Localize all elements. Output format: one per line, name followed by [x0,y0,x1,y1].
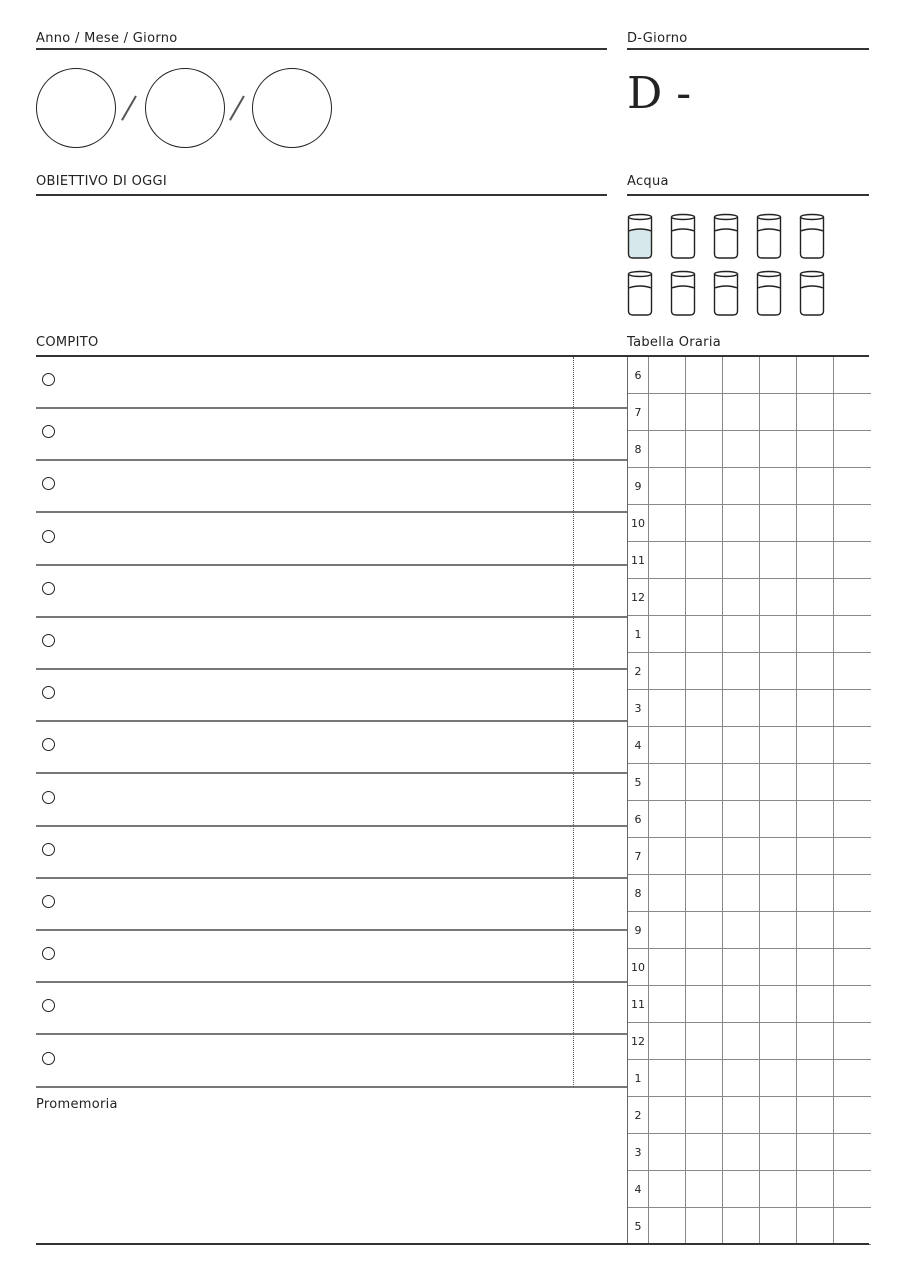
time-slot-cell[interactable] [649,616,686,652]
time-slot-cell[interactable] [797,542,834,578]
time-slot-cell[interactable] [686,357,723,393]
time-slot-cell[interactable] [649,357,686,393]
time-slot-cell[interactable] [649,542,686,578]
time-slot-cell[interactable] [760,949,797,985]
time-slot-cell[interactable] [760,1060,797,1096]
time-slot-cell[interactable] [834,653,871,689]
timetable-row [628,1023,871,1060]
water-glass-icon[interactable] [713,270,739,316]
time-slot-cell[interactable] [686,690,723,726]
timetable-label: Tabella Oraria [627,335,721,350]
time-slot-cell[interactable] [797,838,834,874]
time-slot-cell[interactable] [723,690,760,726]
time-slot-cell[interactable] [760,1171,797,1207]
task-row[interactable] [36,1036,627,1088]
hour-label: 7 [628,394,649,430]
checkbox-circle-icon[interactable] [42,425,55,438]
time-slot-cell[interactable] [649,875,686,911]
time-slot-cell[interactable] [686,764,723,800]
time-slot-cell[interactable] [834,986,871,1022]
time-slot-cell[interactable] [723,394,760,430]
time-slot-cell[interactable] [649,690,686,726]
time-slot-cell[interactable] [723,727,760,763]
time-slot-cell[interactable] [834,912,871,948]
time-slot-cell[interactable] [686,431,723,467]
time-slot-cell[interactable] [686,1134,723,1170]
hour-label: 1 [628,1060,649,1096]
time-slot-cell[interactable] [834,579,871,615]
hour-label: 10 [628,505,649,541]
time-slot-cell[interactable] [649,653,686,689]
time-slot-cell[interactable] [834,764,871,800]
time-slot-cell[interactable] [760,838,797,874]
time-slot-cell[interactable] [797,1171,834,1207]
time-slot-cell[interactable] [723,542,760,578]
time-slot-cell[interactable] [760,764,797,800]
timetable-row [628,690,871,727]
time-slot-cell[interactable] [649,838,686,874]
hour-label: 10 [628,949,649,985]
timetable-row [628,616,871,653]
bottom-rule [36,1243,869,1245]
task-row[interactable] [36,827,627,879]
timetable-row [628,801,871,838]
task-row[interactable] [36,983,627,1035]
hour-label: 5 [628,764,649,800]
time-slot-cell[interactable] [686,579,723,615]
time-slot-cell[interactable] [686,505,723,541]
time-slot-cell[interactable] [797,727,834,763]
time-slot-cell[interactable] [686,727,723,763]
time-slot-cell[interactable] [797,690,834,726]
time-slot-cell[interactable] [797,579,834,615]
time-slot-cell[interactable] [760,505,797,541]
time-slot-cell[interactable] [686,1060,723,1096]
checkbox-circle-icon[interactable] [42,947,55,960]
time-slot-cell[interactable] [723,875,760,911]
task-row[interactable] [36,566,627,618]
time-slot-cell[interactable] [760,394,797,430]
timetable-row [628,542,871,579]
time-slot-cell[interactable] [834,875,871,911]
hour-label: 2 [628,1097,649,1133]
time-slot-cell[interactable] [797,505,834,541]
time-slot-cell[interactable] [834,838,871,874]
timetable-grid [627,357,871,1245]
dotted-divider [573,357,574,1087]
time-slot-cell[interactable] [760,616,797,652]
time-slot-cell[interactable] [797,764,834,800]
tasks-label: COMPITO [36,335,99,350]
hour-label: 12 [628,579,649,615]
time-slot-cell[interactable] [834,690,871,726]
hour-label: 8 [628,431,649,467]
time-slot-cell[interactable] [760,653,797,689]
time-slot-cell[interactable] [760,801,797,837]
dday-value[interactable]: D - [627,68,692,119]
time-slot-cell[interactable] [686,468,723,504]
time-slot-cell[interactable] [797,1023,834,1059]
divider [36,48,607,50]
timetable-row [628,653,871,690]
time-slot-cell[interactable] [649,1097,686,1133]
month-field[interactable] [145,68,225,148]
date-label: Anno / Mese / Giorno [36,31,178,46]
time-slot-cell[interactable] [797,468,834,504]
task-row[interactable] [36,722,627,774]
timetable-row [628,727,871,764]
time-slot-cell[interactable] [649,1208,686,1244]
hour-label: 12 [628,1023,649,1059]
time-slot-cell[interactable] [797,875,834,911]
time-slot-cell[interactable] [686,1208,723,1244]
time-slot-cell[interactable] [649,505,686,541]
task-row[interactable] [36,461,627,513]
water-glass-icon[interactable] [627,213,653,259]
hour-label: 3 [628,690,649,726]
time-slot-cell[interactable] [723,1134,760,1170]
task-row[interactable] [36,409,627,461]
time-slot-cell[interactable] [723,1023,760,1059]
time-slot-cell[interactable] [834,727,871,763]
time-slot-cell[interactable] [723,468,760,504]
task-row[interactable] [36,879,627,931]
time-slot-cell[interactable] [723,912,760,948]
time-slot-cell[interactable] [723,1208,760,1244]
time-slot-cell[interactable] [649,801,686,837]
timetable-row [628,1134,871,1171]
time-slot-cell[interactable] [760,357,797,393]
hour-label: 11 [628,542,649,578]
goal-area[interactable] [36,200,607,320]
time-slot-cell[interactable] [797,1060,834,1096]
divider [36,194,607,196]
time-slot-cell[interactable] [686,542,723,578]
time-slot-cell[interactable] [834,1060,871,1096]
time-slot-cell[interactable] [686,912,723,948]
time-slot-cell[interactable] [797,1208,834,1244]
time-slot-cell[interactable] [686,1171,723,1207]
time-slot-cell[interactable] [834,1208,871,1244]
hour-label: 1 [628,616,649,652]
timetable-row [628,431,871,468]
checkbox-circle-icon[interactable] [42,843,55,856]
time-slot-cell[interactable] [649,431,686,467]
time-slot-cell[interactable] [649,1171,686,1207]
hour-label: 4 [628,1171,649,1207]
hour-label: 9 [628,912,649,948]
time-slot-cell[interactable] [649,394,686,430]
time-slot-cell[interactable] [797,394,834,430]
time-slot-cell[interactable] [834,394,871,430]
checkbox-circle-icon[interactable] [42,895,55,908]
water-glass-icon[interactable] [756,213,782,259]
timetable-row [628,986,871,1023]
water-glass-icon[interactable] [713,213,739,259]
divider [627,194,869,196]
time-slot-cell[interactable] [797,616,834,652]
timetable-row [628,1097,871,1134]
timetable-row [628,579,871,616]
task-row[interactable] [36,775,627,827]
time-slot-cell[interactable] [797,431,834,467]
time-slot-cell[interactable] [723,505,760,541]
hour-label: 6 [628,357,649,393]
time-slot-cell[interactable] [760,912,797,948]
checkbox-circle-icon[interactable] [42,634,55,647]
time-slot-cell[interactable] [723,764,760,800]
time-slot-cell[interactable] [686,801,723,837]
time-slot-cell[interactable] [686,616,723,652]
time-slot-cell[interactable] [723,357,760,393]
checkbox-circle-icon[interactable] [42,530,55,543]
dday-label: D-Giorno [627,31,688,46]
water-glass-icon[interactable] [627,270,653,316]
time-slot-cell[interactable] [834,1097,871,1133]
timetable-row [628,1208,871,1245]
hour-label: 4 [628,727,649,763]
checkbox-circle-icon[interactable] [42,791,55,804]
time-slot-cell[interactable] [723,616,760,652]
task-row[interactable] [36,618,627,670]
time-slot-cell[interactable] [723,1060,760,1096]
time-slot-cell[interactable] [834,1171,871,1207]
time-slot-cell[interactable] [723,986,760,1022]
time-slot-cell[interactable] [760,727,797,763]
time-slot-cell[interactable] [649,1023,686,1059]
time-slot-cell[interactable] [797,801,834,837]
time-slot-cell[interactable] [649,727,686,763]
timetable-row [628,1171,871,1208]
checkbox-circle-icon[interactable] [42,582,55,595]
time-slot-cell[interactable] [760,468,797,504]
water-label: Acqua [627,174,669,189]
time-slot-cell[interactable] [686,949,723,985]
time-slot-cell[interactable] [797,1097,834,1133]
time-slot-cell[interactable] [723,579,760,615]
time-slot-cell[interactable] [797,949,834,985]
time-slot-cell[interactable] [760,1023,797,1059]
time-slot-cell[interactable] [834,1023,871,1059]
time-slot-cell[interactable] [834,949,871,985]
task-row[interactable] [36,514,627,566]
slash-divider [229,96,244,121]
time-slot-cell[interactable] [797,357,834,393]
time-slot-cell[interactable] [686,1023,723,1059]
time-slot-cell[interactable] [686,653,723,689]
time-slot-cell[interactable] [834,505,871,541]
time-slot-cell[interactable] [649,949,686,985]
time-slot-cell[interactable] [649,764,686,800]
water-glass-icon[interactable] [799,213,825,259]
time-slot-cell[interactable] [834,468,871,504]
time-slot-cell[interactable] [686,838,723,874]
time-slot-cell[interactable] [834,801,871,837]
hour-label: 3 [628,1134,649,1170]
time-slot-cell[interactable] [686,875,723,911]
time-slot-cell[interactable] [649,579,686,615]
timetable-row [628,875,871,912]
slash-divider [121,96,136,121]
time-slot-cell[interactable] [834,1134,871,1170]
timetable-row [628,949,871,986]
memo-label: Promemoria [36,1097,118,1112]
time-slot-cell[interactable] [723,1097,760,1133]
time-slot-cell[interactable] [649,1134,686,1170]
divider [627,48,869,50]
time-slot-cell[interactable] [760,690,797,726]
task-row[interactable] [36,357,627,409]
time-slot-cell[interactable] [686,1097,723,1133]
time-slot-cell[interactable] [649,986,686,1022]
time-slot-cell[interactable] [686,394,723,430]
timetable-row [628,1060,871,1097]
timetable-row [628,394,871,431]
time-slot-cell[interactable] [797,986,834,1022]
checkbox-circle-icon[interactable] [42,686,55,699]
time-slot-cell[interactable] [834,542,871,578]
time-slot-cell[interactable] [760,542,797,578]
time-slot-cell[interactable] [723,838,760,874]
task-row[interactable] [36,931,627,983]
hour-label: 9 [628,468,649,504]
timetable-row [628,764,871,801]
time-slot-cell[interactable] [723,801,760,837]
checkbox-circle-icon[interactable] [42,373,55,386]
time-slot-cell[interactable] [797,1134,834,1170]
time-slot-cell[interactable] [834,357,871,393]
timetable-row [628,468,871,505]
time-slot-cell[interactable] [797,653,834,689]
timetable-row [628,357,871,394]
checkbox-circle-icon[interactable] [42,999,55,1012]
checkbox-circle-icon[interactable] [42,477,55,490]
hour-label: 11 [628,986,649,1022]
hour-label: 7 [628,838,649,874]
task-row[interactable] [36,670,627,722]
goal-label: OBIETTIVO DI OGGI [36,174,168,189]
time-slot-cell[interactable] [760,579,797,615]
time-slot-cell[interactable] [760,1097,797,1133]
time-slot-cell[interactable] [760,1208,797,1244]
memo-area[interactable] [36,1118,616,1238]
time-slot-cell[interactable] [760,986,797,1022]
time-slot-cell[interactable] [834,431,871,467]
water-glass-icon[interactable] [670,213,696,259]
water-glass-icon[interactable] [756,270,782,316]
checkbox-circle-icon[interactable] [42,738,55,751]
time-slot-cell[interactable] [797,912,834,948]
hour-label: 8 [628,875,649,911]
time-slot-cell[interactable] [760,875,797,911]
hour-label: 2 [628,653,649,689]
day-field[interactable] [252,68,332,148]
time-slot-cell[interactable] [834,616,871,652]
hour-label: 5 [628,1208,649,1244]
time-slot-cell[interactable] [760,431,797,467]
time-slot-cell[interactable] [723,949,760,985]
year-field[interactable] [36,68,116,148]
time-slot-cell[interactable] [760,1134,797,1170]
time-slot-cell[interactable] [649,468,686,504]
time-slot-cell[interactable] [649,1060,686,1096]
timetable-row [628,505,871,542]
time-slot-cell[interactable] [686,986,723,1022]
water-glass-icon[interactable] [799,270,825,316]
time-slot-cell[interactable] [723,431,760,467]
timetable-row [628,912,871,949]
time-slot-cell[interactable] [723,1171,760,1207]
hour-label: 6 [628,801,649,837]
water-glass-icon[interactable] [670,270,696,316]
time-slot-cell[interactable] [649,912,686,948]
timetable-row [628,838,871,875]
checkbox-circle-icon[interactable] [42,1052,55,1065]
time-slot-cell[interactable] [723,653,760,689]
